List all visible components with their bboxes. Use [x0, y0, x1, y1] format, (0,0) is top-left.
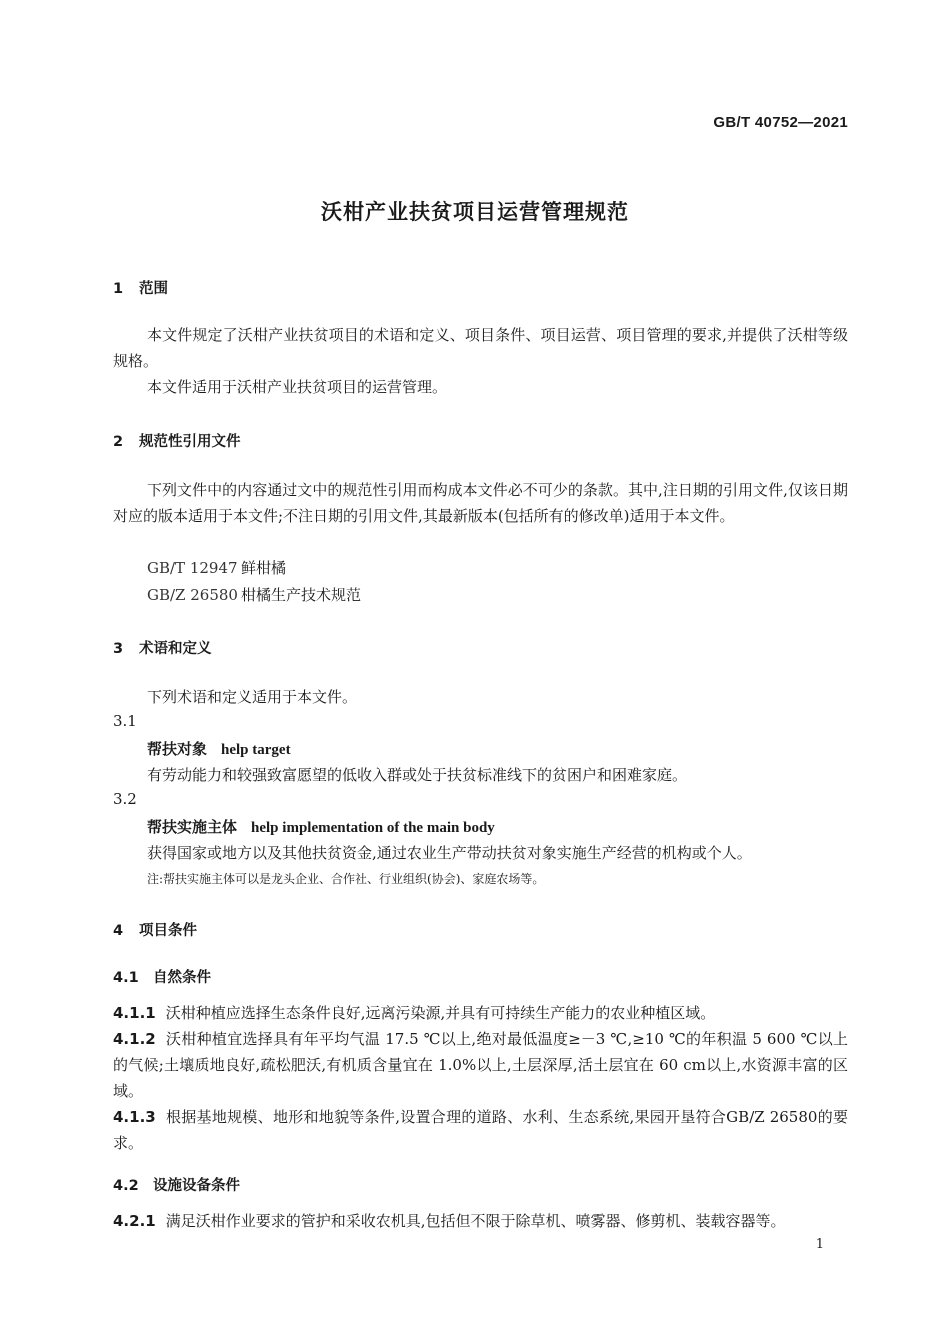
term-english: help implementation of the main body — [251, 820, 495, 836]
clause-4-2-1 — [113, 1208, 848, 1234]
term-number: 3.1 — [113, 712, 137, 730]
reference-title: 柑橘生产技术规范 — [241, 586, 362, 604]
subsection-4-1-heading — [113, 966, 211, 987]
subsection-4-2-heading — [113, 1174, 240, 1195]
reference-code: GB/T 12947 — [147, 559, 238, 577]
section-title: 术语和定义 — [139, 641, 212, 657]
reference-item — [147, 584, 361, 605]
clause-number: 4.1.1 — [113, 1004, 156, 1022]
section-number: 4 — [113, 923, 124, 939]
clause-number: 4.1.2 — [113, 1030, 156, 1048]
term-definition: 有劳动能力和较强致富愿望的低收入群或处于扶贫标准线下的贫困户和困难家庭。 — [147, 766, 688, 784]
document-title: 沃柑产业扶贫项目运营管理规范 — [321, 200, 629, 224]
term-number: 3.2 — [113, 790, 137, 808]
section-title: 项目条件 — [139, 923, 197, 939]
section-number: 1 — [113, 281, 124, 297]
section-number: 3 — [113, 641, 124, 657]
subsection-number: 4.2 — [113, 1178, 139, 1194]
section-2-paragraph: 下列文件中的内容通过文中的规范性引用而构成本文件必不可少的条款。其中,注日期的引用文件,仅该日期对应的版本适用于本文件;不注日期的引用文件,其最新版本(包括所有的修改单)适用于本文件。 — [113, 481, 848, 525]
term-english: help target — [221, 742, 291, 758]
section-3-intro: 下列术语和定义适用于本文件。 — [147, 688, 358, 706]
clause-4-1-2 — [113, 1026, 848, 1104]
term-heading — [147, 816, 495, 837]
page-number: 1 — [815, 1237, 824, 1252]
clause-text: 沃柑种植宜选择具有年平均气温 17.5 ℃以上,绝对最低温度≥－3 ℃,≥10 ℃的年积温 5 600 ℃以上的气候;土壤质地良好,疏松肥沃,有机质含量宜在 1.0%以上,土层深厚,活土层宜在 60 cm以上,水资源丰富的区域。 — [113, 1030, 848, 1100]
clause-text: 根据基地规模、地形和地貌等条件,设置合理的道路、水利、生态系统,果园开垦符合GB/Z 26580的要求。 — [113, 1108, 848, 1152]
section-4-heading — [113, 919, 197, 940]
clause-4-1-3 — [113, 1104, 848, 1156]
section-number: 2 — [113, 434, 124, 450]
section-1-paragraph-2: 本文件适用于沃柑产业扶贫项目的运营管理。 — [147, 378, 448, 396]
reference-code: GB/Z 26580 — [147, 586, 238, 604]
standard-code: GB/T 40752—2021 — [713, 114, 848, 131]
reference-item — [147, 557, 286, 578]
subsection-number: 4.1 — [113, 970, 139, 986]
clause-number: 4.2.1 — [113, 1212, 156, 1230]
term-definition: 获得国家或地方以及其他扶贫资金,通过农业生产带动扶贫对象实施生产经营的机构或个人。 — [147, 844, 752, 862]
section-title: 规范性引用文件 — [139, 434, 241, 450]
term-note: 注:帮扶实施主体可以是龙头企业、合作社、行业组织(协会)、家庭农场等。 — [147, 872, 545, 886]
clause-number: 4.1.3 — [113, 1108, 156, 1126]
section-2-heading — [113, 430, 241, 451]
section-3-heading — [113, 637, 212, 658]
subsection-title: 设施设备条件 — [153, 1178, 240, 1194]
section-1-paragraph-1: 本文件规定了沃柑产业扶贫项目的术语和定义、项目条件、项目运营、项目管理的要求,并提供了沃柑等级规格。 — [113, 326, 848, 370]
clause-text: 沃柑种植应选择生态条件良好,远离污染源,并具有可持续生产能力的农业种植区域。 — [165, 1004, 716, 1022]
term-heading — [147, 738, 291, 759]
section-title: 范围 — [139, 281, 168, 297]
reference-title: 鲜柑橘 — [241, 559, 287, 577]
clause-4-1-1 — [113, 1000, 848, 1026]
section-1-heading — [113, 277, 168, 298]
subsection-title: 自然条件 — [153, 970, 211, 986]
clause-text: 满足沃柑作业要求的管护和采收农机具,包括但不限于除草机、喷雾器、修剪机、装载容器等。 — [165, 1212, 786, 1230]
term-chinese: 帮扶实施主体 — [147, 818, 238, 836]
term-chinese: 帮扶对象 — [147, 740, 208, 758]
